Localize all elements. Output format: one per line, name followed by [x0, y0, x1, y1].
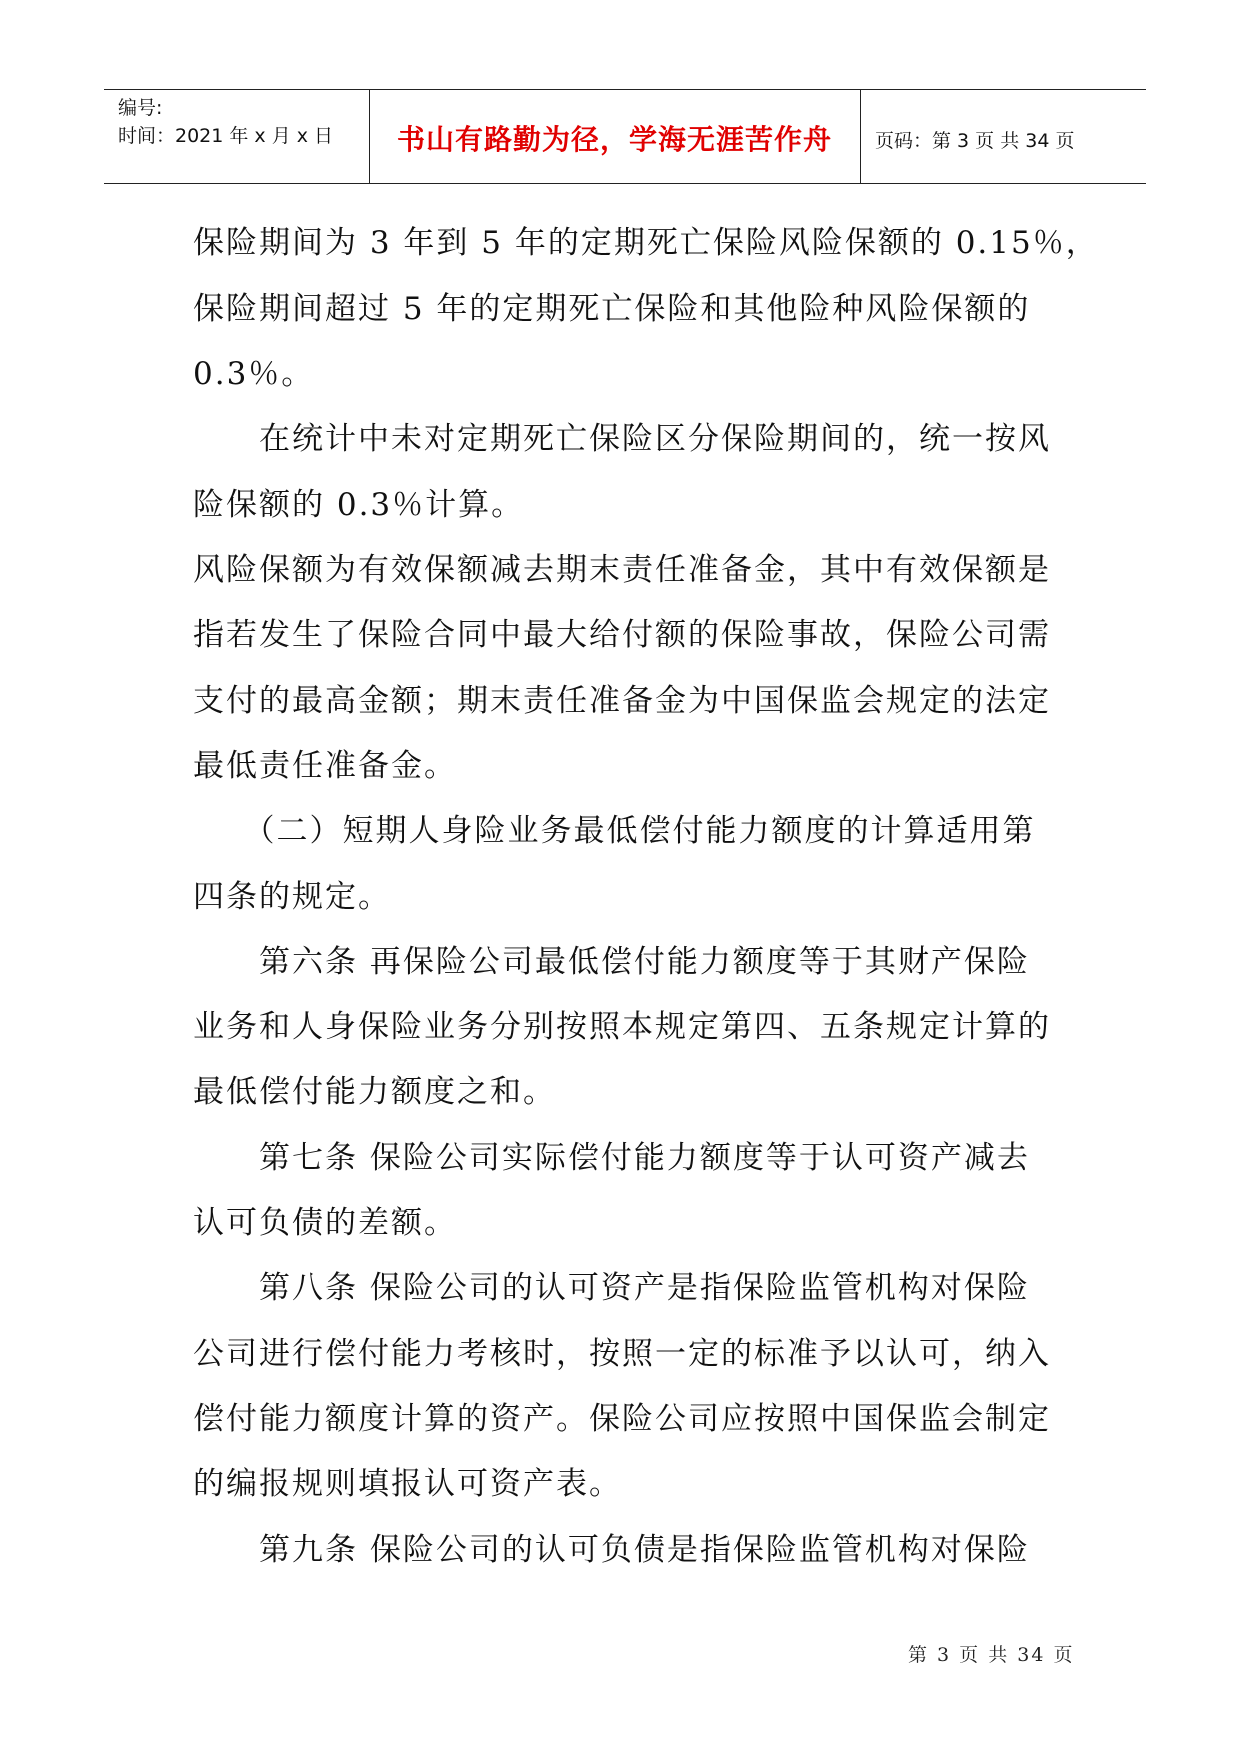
body-line: 保险期间超过 5 年的定期死亡保险和其他险种风险保额的	[193, 291, 1031, 327]
body-line: 认可负债的差额。	[193, 1205, 457, 1241]
body-line: 0.3％。	[193, 356, 315, 392]
body-line: 第九条 保险公司的认可负债是指保险监管机构对保险	[193, 1532, 1030, 1568]
page-footer: 第 3 页 共 34 页	[908, 1644, 1075, 1666]
body-line: 四条的规定。	[193, 879, 391, 915]
body-line: 第八条 保险公司的认可资产是指保险监管机构对保险	[193, 1270, 1030, 1306]
body-line: 的编报规则填报认可资产表。	[193, 1466, 622, 1502]
document-time-label: 时间：2021 年 x 月 x 日	[118, 125, 334, 147]
body-line: 在统计中未对定期死亡保险区分保险期间的，统一按风	[193, 421, 1051, 457]
body-line: 偿付能力额度计算的资产。保险公司应按照中国保监会制定	[193, 1401, 1051, 1437]
body-line: 指若发生了保险合同中最大给付额的保险事故，保险公司需	[193, 617, 1051, 653]
body-line: 业务和人身保险业务分别按照本规定第四、五条规定计算的	[193, 1009, 1051, 1045]
body-line: 最低责任准备金。	[193, 748, 457, 784]
body-line: 最低偿付能力额度之和。	[193, 1074, 556, 1110]
document-number-label: 编号:	[118, 97, 163, 119]
body-line: 险保额的 0.3％计算。	[193, 487, 525, 523]
body-line: 支付的最高金额；期末责任准备金为中国保监会规定的法定	[193, 683, 1051, 719]
header-page-info: 页码：第 3 页 共 34 页	[875, 130, 1075, 152]
body-line: 保险期间为 3 年到 5 年的定期死亡保险风险保额的 0.15％，	[193, 225, 1099, 261]
header-top-rule	[104, 89, 1146, 90]
body-line: 风险保额为有效保额减去期末责任准备金，其中有效保额是	[193, 552, 1051, 588]
body-line: 第七条 保险公司实际偿付能力额度等于认可资产减去	[193, 1140, 1030, 1176]
body-line: （二）短期人身险业务最低偿付能力额度的计算适用第	[193, 813, 1036, 849]
header-motto: 书山有路勤为径，学海无涯苦作舟	[396, 123, 832, 156]
body-line: 第六条 再保险公司最低偿付能力额度等于其财产保险	[193, 944, 1030, 980]
body-line: 公司进行偿付能力考核时，按照一定的标准予以认可，纳入	[193, 1336, 1051, 1372]
header-bottom-rule	[104, 183, 1146, 184]
header-divider-right	[860, 90, 861, 183]
